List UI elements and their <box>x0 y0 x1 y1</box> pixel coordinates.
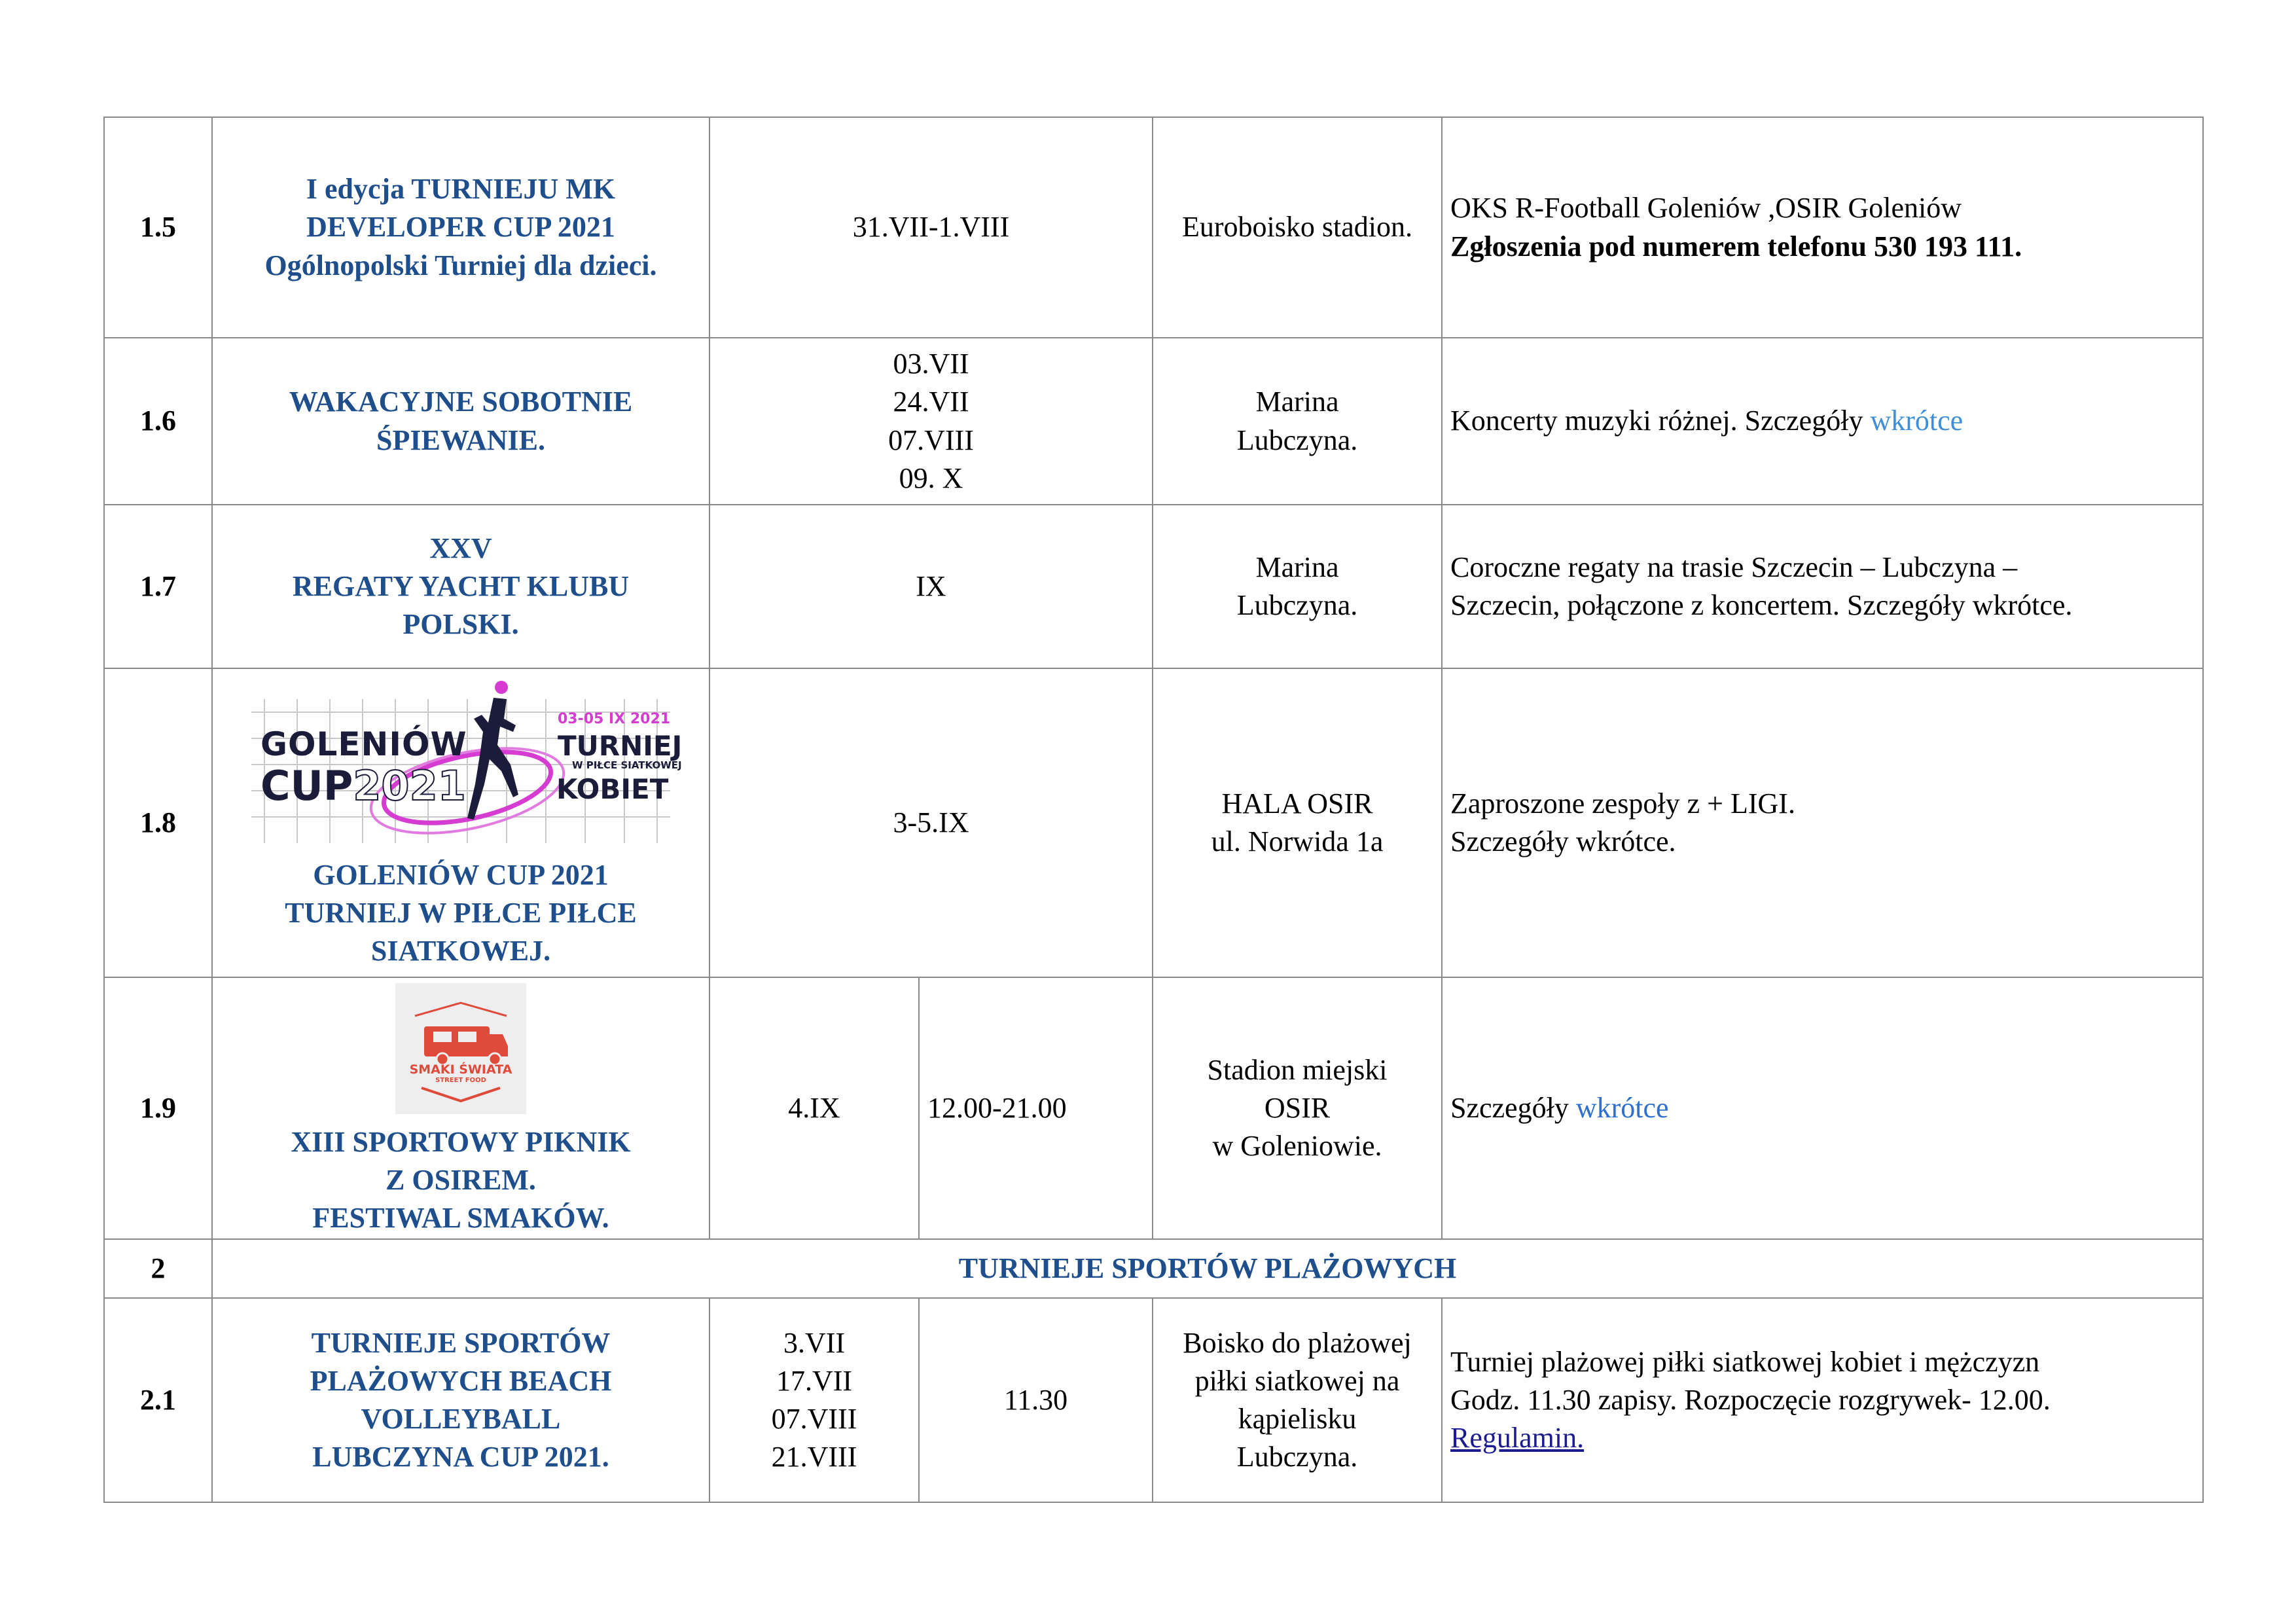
smaki-swiata-logo: SMAKI ŚWIATA STREET FOOD <box>395 983 526 1114</box>
event-dates: 3.VII 17.VII 07.VIII 21.VIII <box>709 1298 919 1502</box>
event-date: 4.IX <box>709 977 919 1239</box>
event-info: Szczegóły wkrótce <box>1442 977 2203 1239</box>
event-place: Stadion miejski OSIR w Goleniowie. <box>1153 977 1442 1239</box>
event-place: Euroboisko stadion. <box>1153 117 1442 338</box>
table-row <box>104 505 2203 668</box>
rules-link[interactable]: Regulamin. <box>1450 1422 1585 1454</box>
details-link[interactable]: wkrótce <box>1575 1091 1669 1124</box>
event-schedule-table <box>103 117 2204 1503</box>
event-date: IX <box>709 505 1153 668</box>
row-number: 1.7 <box>104 505 212 668</box>
event-date: 31.VII-1.VIII <box>709 117 1153 338</box>
registration-phone: Zgłoszenia pod numerem telefonu 530 193 111. <box>1450 230 2022 262</box>
event-title: GOLENIÓW CUP2021 03-05 IX 2021 TURNIEJ W PIŁCE SIATKOWEJ KOBIET GOLENIÓW CUP 2021 TURNIEJ W PIŁCE PIŁCE SIATKOWEJ. <box>212 668 709 977</box>
event-place: Boisko do plażowej piłki siatkowej na kąpielisku Lubczyna. <box>1153 1298 1442 1502</box>
event-info: Coroczne regaty na trasie Szczecin – Lubczyna – Szczecin, połączone z koncertem. Szczegóły wkrótce. <box>1442 505 2203 668</box>
event-date: 3-5.IX <box>709 668 1153 977</box>
event-place: Marina Lubczyna. <box>1153 338 1442 505</box>
section-header-row <box>104 1239 2203 1298</box>
event-info: Koncerty muzyki różnej. Szczegóły wkrótce <box>1442 338 2203 505</box>
row-number: 1.9 <box>104 977 212 1239</box>
event-time: 12.00-21.00 <box>919 977 1153 1239</box>
table-row <box>104 338 2203 505</box>
table-row <box>104 668 2203 977</box>
event-dates: 03.VII 24.VII 07.VIII 09. X <box>709 338 1153 505</box>
event-place: HALA OSIR ul. Norwida 1a <box>1153 668 1442 977</box>
section-number: 2 <box>104 1239 212 1298</box>
table-row <box>104 117 2203 338</box>
row-number: 2.1 <box>104 1298 212 1502</box>
event-title: XXV REGATY YACHT KLUBU POLSKI. <box>212 505 709 668</box>
event-info: Zaproszone zespoły z + LIGI. Szczegóły wkrótce. <box>1442 668 2203 977</box>
section-title: TURNIEJE SPORTÓW PLAŻOWYCH <box>212 1239 2203 1298</box>
event-title: SMAKI ŚWIATA STREET FOOD XIII SPORTOWY PIKNIK Z OSIREM. FESTIWAL SMAKÓW. <box>212 977 709 1239</box>
event-title: I edycja TURNIEJU MK DEVELOPER CUP 2021 Ogólnopolski Turniej dla dzieci. <box>212 117 709 338</box>
event-title: WAKACYJNE SOBOTNIE ŚPIEWANIE. <box>212 338 709 505</box>
row-number: 1.5 <box>104 117 212 338</box>
table-row <box>104 1298 2203 1502</box>
event-info: Turniej plażowej piłki siatkowej kobiet i mężczyzn Godz. 11.30 zapisy. Rozpoczęcie rozgrywek- 12.00. Regulamin. <box>1442 1298 2203 1502</box>
event-time: 11.30 <box>919 1298 1153 1502</box>
event-info: OKS R-Football Goleniów ,OSIR Goleniów Zgłoszenia pod numerem telefonu 530 193 111. <box>1442 117 2203 338</box>
event-title: TURNIEJE SPORTÓW PLAŻOWYCH BEACH VOLLEYBALL LUBCZYNA CUP 2021. <box>212 1298 709 1502</box>
table-row <box>104 977 2203 1239</box>
row-number: 1.8 <box>104 668 212 977</box>
goleniow-cup-logo: GOLENIÓW CUP2021 03-05 IX 2021 TURNIEJ W PIŁCE SIATKOWEJ KOBIET <box>251 679 670 843</box>
food-truck-icon <box>395 983 526 1114</box>
event-place: Marina Lubczyna. <box>1153 505 1442 668</box>
details-link[interactable]: wkrótce <box>1870 405 1964 437</box>
row-number: 1.6 <box>104 338 212 505</box>
